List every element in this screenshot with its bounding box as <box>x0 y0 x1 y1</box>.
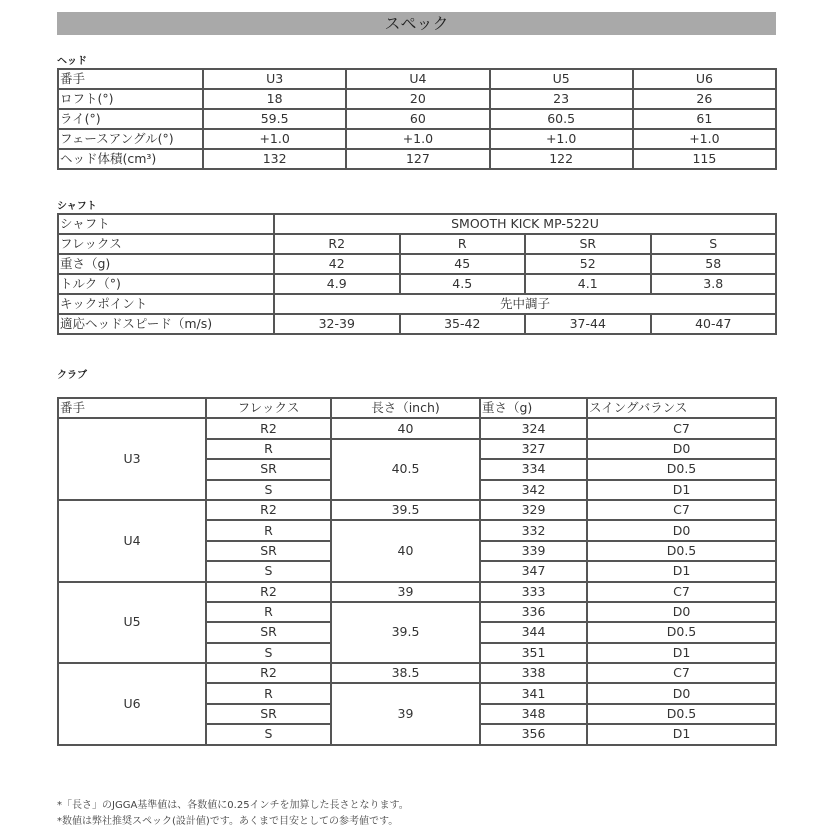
table-row <box>58 418 776 438</box>
value-cell: 58 <box>651 254 777 274</box>
column-header: 重さ（g) <box>480 398 587 418</box>
weight-cell: 332 <box>480 520 587 540</box>
swing-balance-cell: D0 <box>587 520 776 540</box>
table-row <box>58 69 776 89</box>
value-cell: R2 <box>274 234 400 254</box>
flex-cell: SR <box>206 622 331 642</box>
head-section-label: ヘッド <box>57 56 87 67</box>
value-cell: 60 <box>346 109 489 129</box>
value-cell: U3 <box>203 69 346 89</box>
row-label: フレックス <box>58 234 274 254</box>
table-row <box>58 109 776 129</box>
note-reference: *数値は弊社推奨スペック(設計値)です。あくまで目安としての参考値です。 <box>57 816 399 827</box>
swing-balance-cell: D0 <box>587 683 776 703</box>
row-label: 番手 <box>58 69 203 89</box>
value-cell: 60.5 <box>490 109 633 129</box>
flex-cell: SR <box>206 541 331 561</box>
swing-balance-cell: C7 <box>587 500 776 520</box>
value-cell: U5 <box>490 69 633 89</box>
value-cell: 18 <box>203 89 346 109</box>
value-cell: 35-42 <box>400 314 526 334</box>
table-row <box>58 274 776 294</box>
value-cell: 127 <box>346 149 489 169</box>
shaft-section-label: シャフト <box>57 201 97 212</box>
value-cell: 26 <box>633 89 776 109</box>
flex-cell: SR <box>206 459 331 479</box>
flex-cell: R2 <box>206 663 331 683</box>
table-row <box>58 582 776 602</box>
weight-cell: 338 <box>480 663 587 683</box>
club-number: U5 <box>58 582 206 664</box>
shaft-name: SMOOTH KICK MP-522U <box>274 214 776 234</box>
value-cell: 4.5 <box>400 274 526 294</box>
value-cell: S <box>651 234 777 254</box>
row-label: トルク（°) <box>58 274 274 294</box>
value-cell: 4.9 <box>274 274 400 294</box>
weight-cell: 334 <box>480 459 587 479</box>
length-cell: 39.5 <box>331 500 480 520</box>
weight-cell: 347 <box>480 561 587 581</box>
table-row <box>58 500 776 520</box>
weight-cell: 336 <box>480 602 587 622</box>
table-row <box>58 294 776 314</box>
swing-balance-cell: D1 <box>587 480 776 500</box>
swing-balance-cell: D0.5 <box>587 541 776 561</box>
value-cell: SR <box>525 234 651 254</box>
value-cell: 23 <box>490 89 633 109</box>
value-cell: 37-44 <box>525 314 651 334</box>
flex-cell: S <box>206 480 331 500</box>
spec-title-bar: スペック <box>57 12 776 35</box>
swing-balance-cell: D0.5 <box>587 704 776 724</box>
club-number: U4 <box>58 500 206 582</box>
column-header: 長さ（inch) <box>331 398 480 418</box>
row-label: キックポイント <box>58 294 274 314</box>
value-cell: R <box>400 234 526 254</box>
value-cell: 42 <box>274 254 400 274</box>
value-cell: +1.0 <box>346 129 489 149</box>
club-number: U6 <box>58 663 206 745</box>
head-spec-table <box>57 68 777 170</box>
row-label: 適応ヘッドスピード（m/s) <box>58 314 274 334</box>
club-section-label: クラブ <box>57 370 87 381</box>
weight-cell: 351 <box>480 643 587 663</box>
club-spec-table <box>57 397 777 746</box>
value-cell: 115 <box>633 149 776 169</box>
swing-balance-cell: D0.5 <box>587 622 776 642</box>
value-cell: 4.1 <box>525 274 651 294</box>
row-label: シャフト <box>58 214 274 234</box>
value-cell: 122 <box>490 149 633 169</box>
length-cell: 39.5 <box>331 602 480 663</box>
weight-cell: 339 <box>480 541 587 561</box>
value-cell: 40-47 <box>651 314 777 334</box>
weight-cell: 344 <box>480 622 587 642</box>
table-row <box>58 149 776 169</box>
weight-cell: 329 <box>480 500 587 520</box>
swing-balance-cell: C7 <box>587 418 776 438</box>
swing-balance-cell: D0 <box>587 439 776 459</box>
weight-cell: 348 <box>480 704 587 724</box>
kick-point-value: 先中調子 <box>274 294 776 314</box>
value-cell: 52 <box>525 254 651 274</box>
value-cell: 20 <box>346 89 489 109</box>
row-label: ヘッド体積(cm³) <box>58 149 203 169</box>
weight-cell: 342 <box>480 480 587 500</box>
flex-cell: R <box>206 520 331 540</box>
length-cell: 38.5 <box>331 663 480 683</box>
flex-cell: R2 <box>206 582 331 602</box>
table-row <box>58 89 776 109</box>
value-cell: U6 <box>633 69 776 89</box>
value-cell: 59.5 <box>203 109 346 129</box>
value-cell: 132 <box>203 149 346 169</box>
table-row <box>58 398 776 418</box>
shaft-spec-table <box>57 213 777 335</box>
flex-cell: S <box>206 643 331 663</box>
flex-cell: R2 <box>206 500 331 520</box>
table-row <box>58 214 776 234</box>
club-number: U3 <box>58 418 206 500</box>
flex-cell: R <box>206 683 331 703</box>
table-row <box>58 234 776 254</box>
value-cell: 45 <box>400 254 526 274</box>
column-header: フレックス <box>206 398 331 418</box>
length-cell: 40 <box>331 520 480 581</box>
weight-cell: 341 <box>480 683 587 703</box>
flex-cell: S <box>206 561 331 581</box>
row-label: ライ(°) <box>58 109 203 129</box>
value-cell: +1.0 <box>633 129 776 149</box>
flex-cell: S <box>206 724 331 744</box>
table-row <box>58 314 776 334</box>
row-label: ロフト(°) <box>58 89 203 109</box>
swing-balance-cell: D0.5 <box>587 459 776 479</box>
value-cell: 3.8 <box>651 274 777 294</box>
value-cell: 61 <box>633 109 776 129</box>
row-label: フェースアングル(°) <box>58 129 203 149</box>
value-cell: U4 <box>346 69 489 89</box>
length-cell: 39 <box>331 582 480 602</box>
table-row <box>58 254 776 274</box>
table-row <box>58 663 776 683</box>
weight-cell: 356 <box>480 724 587 744</box>
value-cell: +1.0 <box>490 129 633 149</box>
flex-cell: SR <box>206 704 331 724</box>
weight-cell: 333 <box>480 582 587 602</box>
swing-balance-cell: D1 <box>587 643 776 663</box>
row-label: 重さ（g) <box>58 254 274 274</box>
value-cell: 32-39 <box>274 314 400 334</box>
flex-cell: R2 <box>206 418 331 438</box>
weight-cell: 327 <box>480 439 587 459</box>
length-cell: 39 <box>331 683 480 744</box>
flex-cell: R <box>206 439 331 459</box>
swing-balance-cell: D1 <box>587 724 776 744</box>
swing-balance-cell: D0 <box>587 602 776 622</box>
column-header: 番手 <box>58 398 206 418</box>
swing-balance-cell: C7 <box>587 663 776 683</box>
length-cell: 40 <box>331 418 480 438</box>
value-cell: +1.0 <box>203 129 346 149</box>
swing-balance-cell: C7 <box>587 582 776 602</box>
column-header: スイングバランス <box>587 398 776 418</box>
flex-cell: R <box>206 602 331 622</box>
length-cell: 40.5 <box>331 439 480 500</box>
weight-cell: 324 <box>480 418 587 438</box>
swing-balance-cell: D1 <box>587 561 776 581</box>
note-length: *「長さ」のJGGA基準値は、各数値に0.25インチを加算した長さとなります。 <box>57 800 409 811</box>
table-row <box>58 129 776 149</box>
